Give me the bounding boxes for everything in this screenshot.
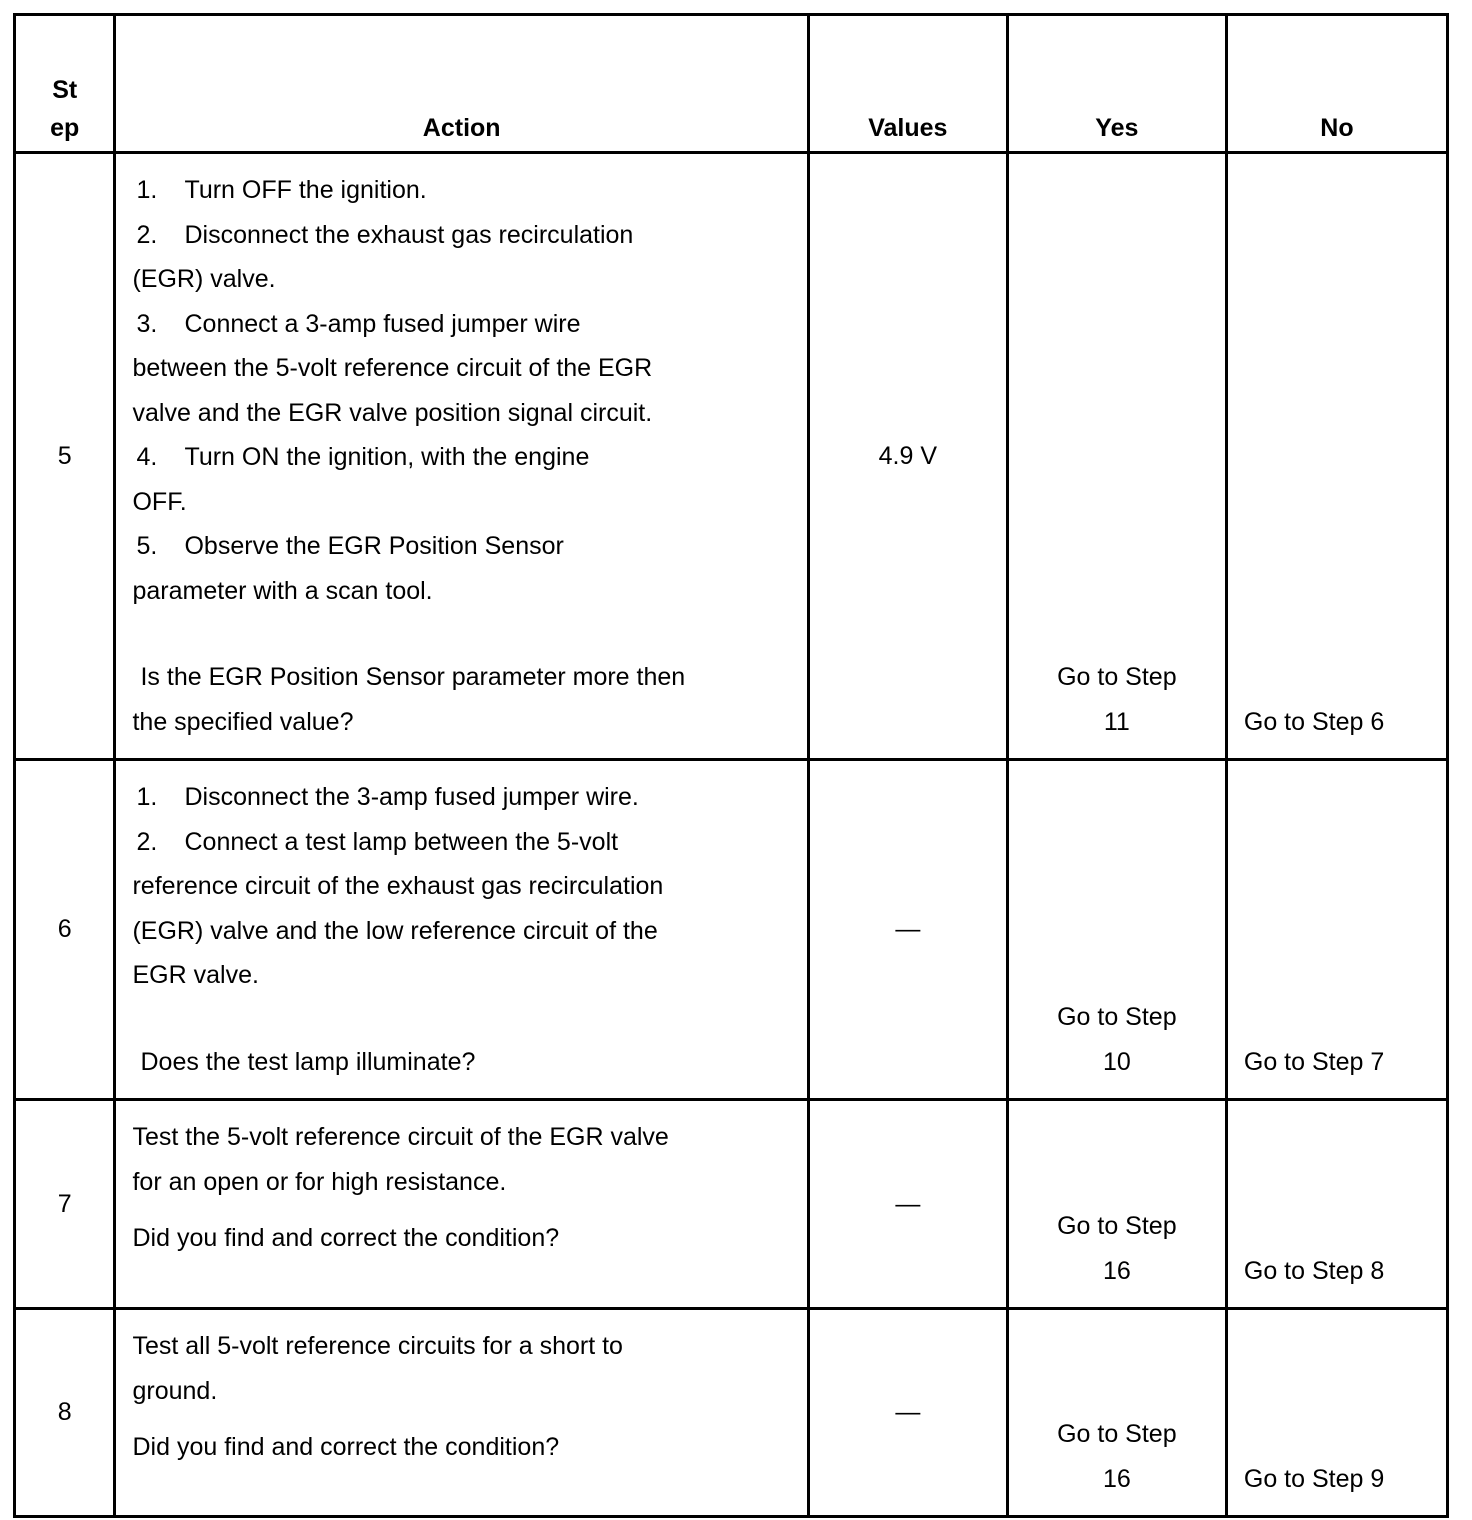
- action-line: ground.: [132, 1376, 218, 1405]
- yes-step: 11: [1103, 707, 1130, 736]
- action-line: EGR valve.: [132, 961, 259, 989]
- yes-step: 10: [1102, 1047, 1131, 1076]
- action-line: 1. Turn OFF the ignition.: [136, 176, 427, 204]
- action-cell: [115, 1309, 808, 1517]
- table-row: [15, 153, 1448, 760]
- yes-cell: [1007, 760, 1226, 1100]
- yes-goto: Go to Step: [1057, 1420, 1177, 1448]
- table-row: [15, 1100, 1448, 1309]
- action-line: reference circuit of the exhaust gas recirculation: [132, 872, 664, 900]
- yes-step: 16: [1102, 1256, 1131, 1285]
- diagnostic-table: [13, 13, 1449, 1518]
- yes-goto: Go to Step: [1057, 663, 1177, 691]
- action-line: (EGR) valve and the low reference circuit of the: [132, 916, 658, 945]
- action-line: 2. Disconnect the exhaust gas recirculation: [136, 220, 634, 249]
- step-number: 8: [15, 1309, 115, 1517]
- value-cell: —: [808, 760, 1007, 1100]
- yes-cell: [1007, 1309, 1226, 1517]
- action-line: valve and the EGR valve position signal circuit.: [132, 398, 653, 427]
- question-text: the specified value?: [132, 707, 354, 736]
- action-line: between the 5-volt reference circuit of the EGR: [132, 354, 653, 382]
- action-line: 3. Connect a 3-amp fused jumper wire: [136, 309, 581, 338]
- action-line: Test all 5-volt reference circuits for a short to: [132, 1332, 623, 1360]
- yes-step: 16: [1102, 1464, 1131, 1493]
- action-line: 4. Turn ON the ignition, with the engine: [136, 443, 590, 471]
- value-cell: 4.9 V: [808, 153, 1007, 760]
- header-action: Action: [115, 15, 808, 153]
- action-line: 5. Observe the EGR Position Sensor: [136, 532, 564, 560]
- no-cell: Go to Step 7: [1226, 760, 1447, 1100]
- yes-cell: [1007, 1100, 1226, 1309]
- table-row: [15, 760, 1448, 1100]
- action-line: 2. Connect a test lamp between the 5-volt: [136, 827, 619, 856]
- no-cell: Go to Step 9: [1226, 1309, 1447, 1517]
- value-cell: —: [808, 1309, 1007, 1517]
- yes-goto: Go to Step: [1057, 1003, 1177, 1031]
- action-line: parameter with a scan tool.: [132, 576, 433, 605]
- header-values: Values: [808, 15, 1007, 153]
- step-number: 6: [15, 760, 115, 1100]
- value-cell: —: [808, 1100, 1007, 1309]
- action-line: OFF.: [132, 487, 187, 516]
- no-cell: Go to Step 8: [1226, 1100, 1447, 1309]
- header-yes: Yes: [1007, 15, 1226, 153]
- action-cell: [115, 153, 808, 760]
- table-row: [15, 1309, 1448, 1517]
- header-step-line2: ep: [50, 114, 80, 142]
- yes-goto: Go to Step: [1057, 1212, 1177, 1240]
- action-line: 1. Disconnect the 3-amp fused jumper wire.: [136, 783, 639, 811]
- no-cell: Go to Step 6: [1226, 153, 1447, 760]
- action-cell: [115, 760, 808, 1100]
- action-line: Test the 5-volt reference circuit of the EGR valve: [132, 1123, 669, 1151]
- action-cell: [115, 1100, 808, 1309]
- question-text: Does the test lamp illuminate?: [140, 1047, 476, 1076]
- action-line: (EGR) valve.: [132, 265, 276, 293]
- question-text: Is the EGR Position Sensor parameter more then: [140, 663, 686, 691]
- step-number: 5: [15, 153, 115, 760]
- header-row: [15, 15, 1448, 153]
- step-number: 7: [15, 1100, 115, 1309]
- header-step-line1: St: [52, 76, 78, 104]
- header-step: [15, 15, 115, 153]
- question-text: Did you find and correct the condition?: [132, 1433, 560, 1461]
- header-no: No: [1226, 15, 1447, 153]
- yes-cell: [1007, 153, 1226, 760]
- question-text: Did you find and correct the condition?: [132, 1224, 560, 1252]
- action-line: for an open or for high resistance.: [132, 1167, 507, 1196]
